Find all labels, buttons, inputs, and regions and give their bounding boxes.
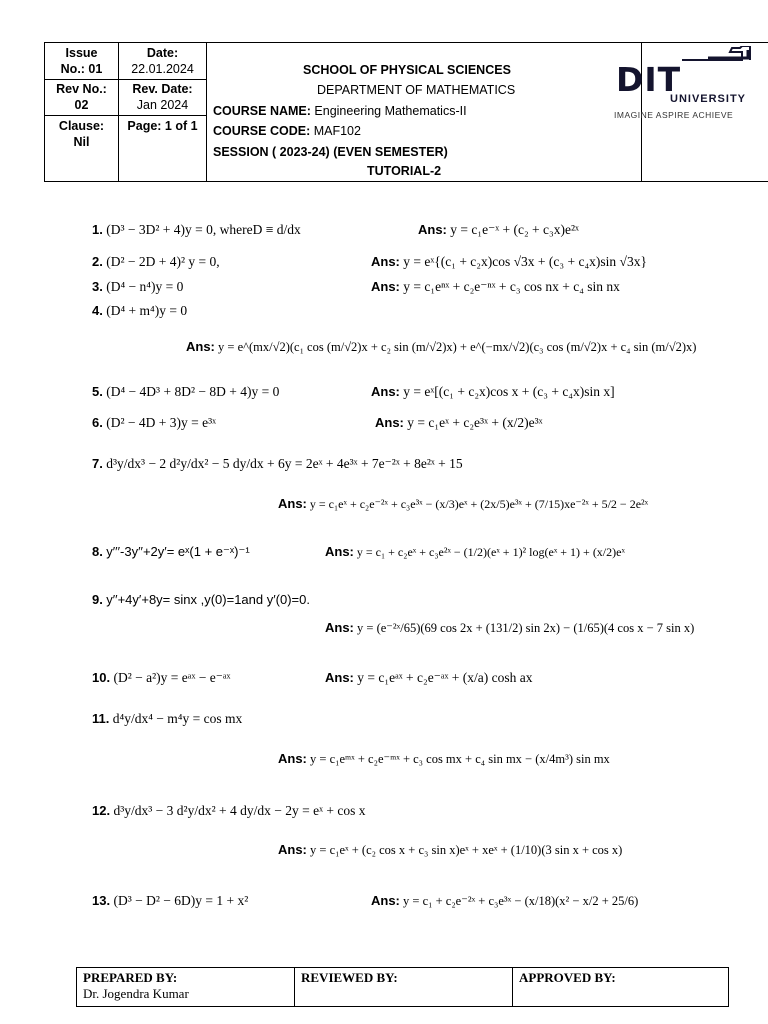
answer-label: Ans:: [325, 620, 354, 635]
department-name: DEPARTMENT OF MATHEMATICS: [317, 83, 516, 97]
approved-by-label: APPROVED BY:: [519, 970, 616, 985]
answer-3: [371, 279, 620, 295]
tutorial-title: TUTORIAL-2: [367, 164, 442, 178]
problem-question: (D⁴ − 4D³ + 8D² − 8D + 4)y = 0: [106, 384, 280, 399]
prepared-by-label: PREPARED BY:: [83, 970, 178, 985]
problem-question: (D² − 2D + 4)² y = 0,: [106, 254, 220, 269]
course-name: Engineering Mathematics-II: [314, 104, 467, 118]
school-name: SCHOOL OF PHYSICAL SCIENCES: [303, 63, 511, 77]
problem-question: y′′′-3y′′+2y′= eˣ(1 + e⁻ˣ)⁻¹: [106, 544, 250, 559]
answer-label: Ans:: [278, 842, 307, 857]
answer-text: y = c₁eˣ + c₂e⁻²ˣ + c₃e³ˣ − (x/3)eˣ + (2x/5)e³ˣ + (7/15)xe⁻²ˣ + 5/2 − 2e²ˣ: [309, 497, 649, 511]
rev-value: 02: [74, 98, 89, 112]
course-code-label: COURSE CODE:: [213, 124, 311, 138]
problem-question: (D⁴ + m⁴)y = 0: [106, 303, 188, 318]
problem-question: y′′+4y′+8y= sinx ,y(0)=1and y′(0)=0.: [106, 592, 310, 607]
answer-text: y = (e⁻²ˣ/65)(69 cos 2x + (131/2) sin 2x) − (1/65)(4 cos x − 7 sin x): [357, 621, 695, 635]
header-divider: [45, 115, 207, 116]
clause-label: Clause:: [58, 119, 105, 133]
answer-8: [325, 544, 625, 560]
answer-2: [371, 254, 647, 270]
session-text: SESSION ( 2023-24) (EVEN SEMESTER): [213, 145, 448, 159]
problem-8: [92, 544, 250, 560]
answer-label: Ans:: [375, 415, 404, 430]
answer-label: Ans:: [371, 384, 400, 399]
page-label: Page: 1 of 1: [127, 119, 198, 133]
answer-7: [278, 496, 648, 512]
problem-question: (D² − 4D + 3)y = e³ˣ: [106, 415, 217, 430]
rev-date-label: Rev. Date:: [132, 82, 193, 96]
problem-10: [92, 670, 230, 686]
rev-date-value: Jan 2024: [136, 98, 189, 112]
reviewed-by-cell: [295, 968, 513, 1006]
answer-text: y = c₁eˣ + (c₂ cos x + c₃ sin x)eˣ + xeˣ + (1/10)(3 sin x + cos x): [310, 843, 623, 857]
answer-5: [371, 384, 615, 400]
problem-number: 9.: [92, 592, 103, 607]
logo-main-text: DIT: [616, 60, 682, 99]
issue-label: Issue: [65, 46, 98, 60]
answer-label: Ans:: [371, 254, 400, 269]
answer-text: y = c₁eⁿˣ + c₂e⁻ⁿˣ + c₃ cos nx + c₄ sin nx: [403, 279, 620, 294]
problem-3: [92, 279, 183, 295]
problem-7: [92, 456, 463, 472]
answer-label: Ans:: [371, 279, 400, 294]
date-label: Date:: [146, 46, 179, 60]
problem-1: [92, 222, 301, 238]
course-name-row: [213, 104, 467, 118]
course-code-row: [213, 124, 361, 138]
answer-label: Ans:: [278, 496, 307, 511]
answer-text: y = eˣ{(c₁ + c₂x)cos √3x + (c₃ + c₄x)sin √3x}: [403, 254, 647, 269]
problem-question: (D² − a²)y = eᵃˣ − e⁻ᵃˣ: [113, 670, 231, 685]
rev-label: Rev No.:: [56, 82, 107, 96]
problem-6: [92, 415, 216, 431]
problem-11: [92, 711, 242, 727]
answer-label: Ans:: [371, 893, 400, 908]
problem-number: 12.: [92, 803, 111, 818]
problem-question: d³y/dx³ − 2 d²y/dx² − 5 dy/dx + 6y = 2eˣ + 4e³ˣ + 7e⁻²ˣ + 8e²ˣ + 15: [106, 456, 463, 471]
problem-number: 3.: [92, 279, 103, 294]
answer-text: y = c₁eᵃˣ + c₂e⁻ᵃˣ + (x/a) cosh ax: [357, 670, 533, 685]
answer-text: y = c₁eᵐˣ + c₂e⁻ᵐˣ + c₃ cos mx + c₄ sin mx − (x/4m³) sin mx: [310, 752, 610, 766]
problem-number: 7.: [92, 456, 103, 471]
signoff-table: [76, 967, 729, 1007]
answer-text: y = e^(mx/√2)(c₁ cos (m/√2)x + c₂ sin (m/√2)x) + e^(−mx/√2)(c₃ cos (m/√2)x + c₄ sin (m/√2)x): [218, 340, 697, 354]
problem-question: d³y/dx³ − 3 d²y/dx² + 4 dy/dx − 2y = eˣ + cos x: [113, 803, 366, 818]
prepared-by-cell: [77, 968, 295, 1006]
answer-10: [325, 670, 533, 686]
answer-9: [325, 620, 694, 636]
answer-text: y = c₁ + c₂e⁻²ˣ + c₃e³ˣ − (x/18)(x² − x/2 + 25/6): [403, 894, 639, 908]
course-name-label: COURSE NAME:: [213, 104, 311, 118]
answer-label: Ans:: [278, 751, 307, 766]
logo-tagline: IMAGINE ASPIRE ACHIEVE: [614, 110, 734, 120]
problem-12: [92, 803, 365, 819]
approved-by-cell: [513, 968, 728, 1006]
problem-number: 11.: [92, 711, 110, 726]
date-value: 22.01.2024: [131, 62, 194, 76]
header-course-info: [207, 43, 642, 181]
header-divider: [45, 79, 207, 80]
answer-label: Ans:: [325, 670, 354, 685]
problem-number: 8.: [92, 544, 103, 559]
answer-label: Ans:: [325, 544, 354, 559]
reviewed-by-label: REVIEWED BY:: [301, 970, 398, 985]
problem-number: 4.: [92, 303, 103, 318]
answer-4: [186, 339, 696, 355]
problem-question: d⁴y/dx⁴ − m⁴y = cos mx: [112, 711, 243, 726]
course-code: MAF102: [313, 124, 361, 138]
problem-5: [92, 384, 279, 400]
problem-number: 5.: [92, 384, 103, 399]
answer-1: [418, 222, 579, 238]
answer-text: y = c₁e⁻ˣ + (c₂ + c₃x)e²ˣ: [450, 222, 579, 237]
logo-sub-text: UNIVERSITY: [670, 93, 747, 105]
problem-question: (D³ − 3D² + 4)y = 0, whereD ≡ d/dx: [106, 222, 301, 237]
prepared-by-name: Dr. Jogendra Kumar: [83, 986, 189, 1001]
answer-13: [371, 893, 638, 909]
dit-university-logo: [612, 46, 752, 126]
answer-label: Ans:: [186, 339, 215, 354]
answer-text: y = eˣ[(c₁ + c₂x)cos x + (c₃ + c₄x)sin x]: [403, 384, 615, 399]
answer-6: [375, 415, 543, 431]
problem-question: (D³ − D² − 6D)y = 1 + x²: [113, 893, 249, 908]
header-col-issue: [45, 43, 119, 181]
clause-value: Nil: [73, 135, 90, 149]
problem-13: [92, 893, 248, 909]
answer-12: [278, 842, 622, 858]
answer-label: Ans:: [418, 222, 447, 237]
problem-number: 13.: [92, 893, 111, 908]
issue-value: No.: 01: [60, 62, 103, 76]
answer-text: y = c₁eˣ + c₂e³ˣ + (x/2)e³ˣ: [407, 415, 543, 430]
problem-question: (D⁴ − n⁴)y = 0: [106, 279, 184, 294]
answer-text: y = c₁ + c₂eˣ + c₃e²ˣ − (1/2)(eˣ + 1)² log(eˣ + 1) + (x/2)eˣ: [356, 545, 625, 559]
problem-number: 2.: [92, 254, 103, 269]
problem-number: 1.: [92, 222, 103, 237]
header-col-date: [119, 43, 207, 181]
problem-9: [92, 592, 310, 608]
problem-4: [92, 303, 187, 319]
problem-number: 6.: [92, 415, 103, 430]
answer-11: [278, 751, 610, 767]
problem-2: [92, 254, 220, 270]
problem-number: 10.: [92, 670, 111, 685]
